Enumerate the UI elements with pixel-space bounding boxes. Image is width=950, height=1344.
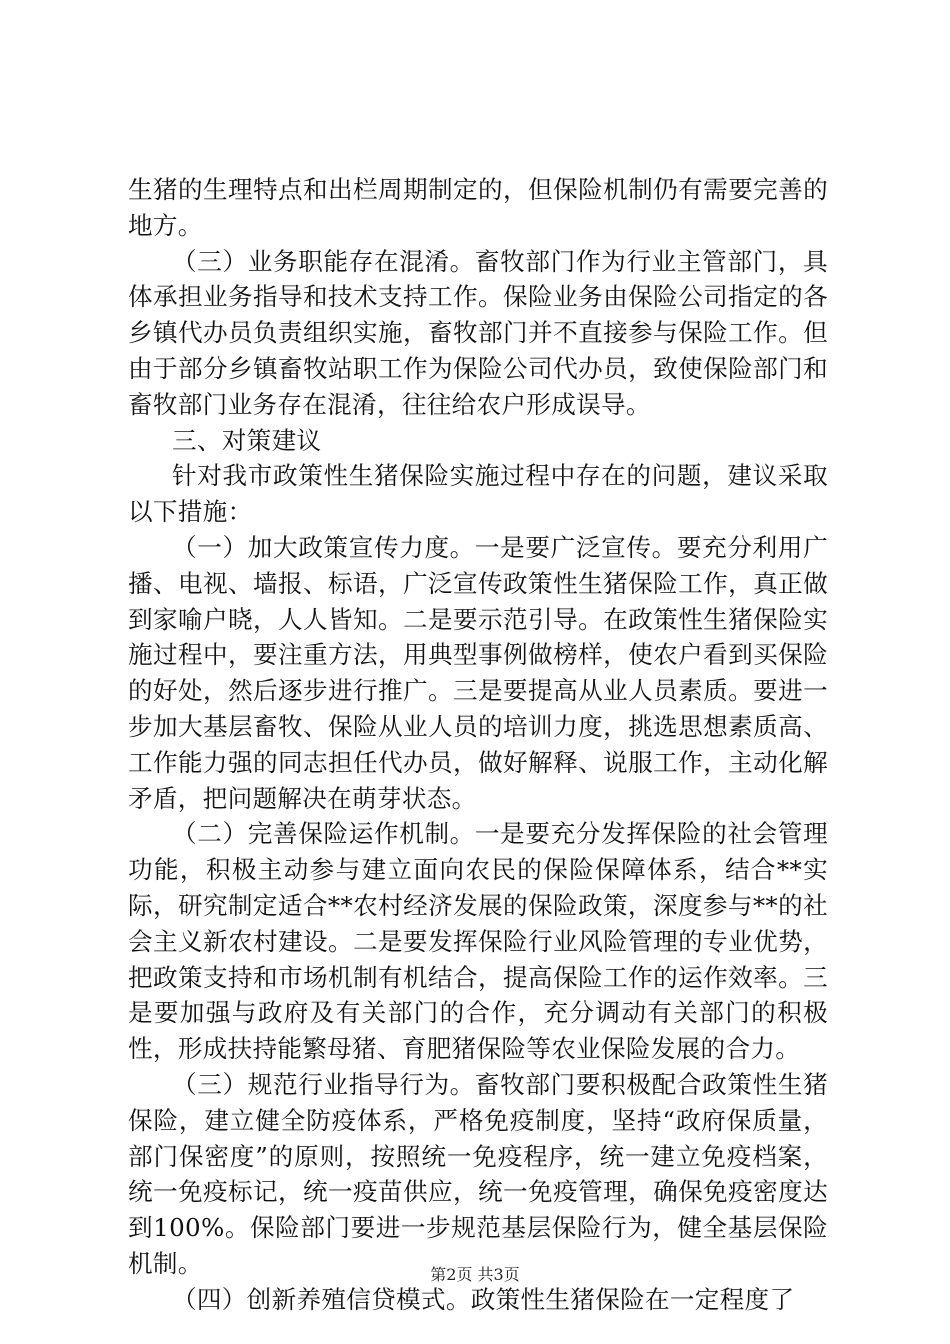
paragraph-section-3: （三）业务职能存在混淆。畜牧部门作为行业主管部门，具体承担业务指导和技术支持工作。保险业务由保险公司指定的各乡镇代办员负责组织实施，畜牧部门并不直接参与保险工作。但由于部分乡镇畜牧站职工作为保险公司代办员，致使保险部门和畜牧部门业务存在混淆，往往给农户形成误导。	[128, 246, 828, 419]
page-footer: 第2页 共3页	[430, 1265, 520, 1284]
paragraph-measure-4: （四）创新养殖信贷模式。政策性生猪保险在一定程度了	[172, 1284, 795, 1314]
paragraph-measure-3: （三）规范行业指导行为。畜牧部门要积极配合政策性生猪保险，建立健全防疫体系，严格免疫制度，坚持“政府保质量，部门保密度”的原则，按照统一免疫程序，统一建立免疫档案，统一免疫标记，统一疫苗供应，统一免疫管理，确保免疫密度达到100%。保险部门要进一步规范基层保险行为，健全基层保险机制。	[128, 1069, 828, 1278]
document-body	[128, 172, 828, 1318]
paragraph-measure-1: （一）加大政策宣传力度。一是要广泛宣传。要充分利用广播、电视、墙报、标语，广泛宣传政策性生猪保险工作，真正做到家喻户晓，人人皆知。二是要示范引导。在政策性生猪保险实施过程中，要注重方法，用典型事例做榜样，使农户看到买保险的好处，然后逐步进行推广。三是要提高从业人员素质。要进一步加大基层畜牧、保险从业人员的培训力度，挑选思想素质高、工作能力强的同志担任代办员，做好解释、说服工作，主动化解矛盾，把问题解决在萌芽状态。	[128, 532, 828, 813]
paragraph-continuation: 生猪的生理特点和出栏周期制定的，但保险机制仍有需要完善的地方。	[128, 175, 828, 240]
section-heading: 三、对策建议	[172, 425, 322, 455]
paragraph-intro: 针对我市政策性生猪保险实施过程中存在的问题，建议采取以下措施：	[128, 461, 828, 527]
paragraph-measure-2: （二）完善保险运作机制。一是要充分发挥保险的社会管理功能，积极主动参与建立面向农民的保险保障体系，结合**实际，研究制定适合**农村经济发展的保险政策，深度参与**的社会主义新农村建设。二是要发挥保险行业风险管理的专业优势，把政策支持和市场机制有机结合，提高保险工作的运作效率。三是要加强与政府及有关部门的合作，充分调动有关部门的积极性，形成扶持能繁母猪、育肥猪保险等农业保险发展的合力。	[128, 819, 828, 1064]
